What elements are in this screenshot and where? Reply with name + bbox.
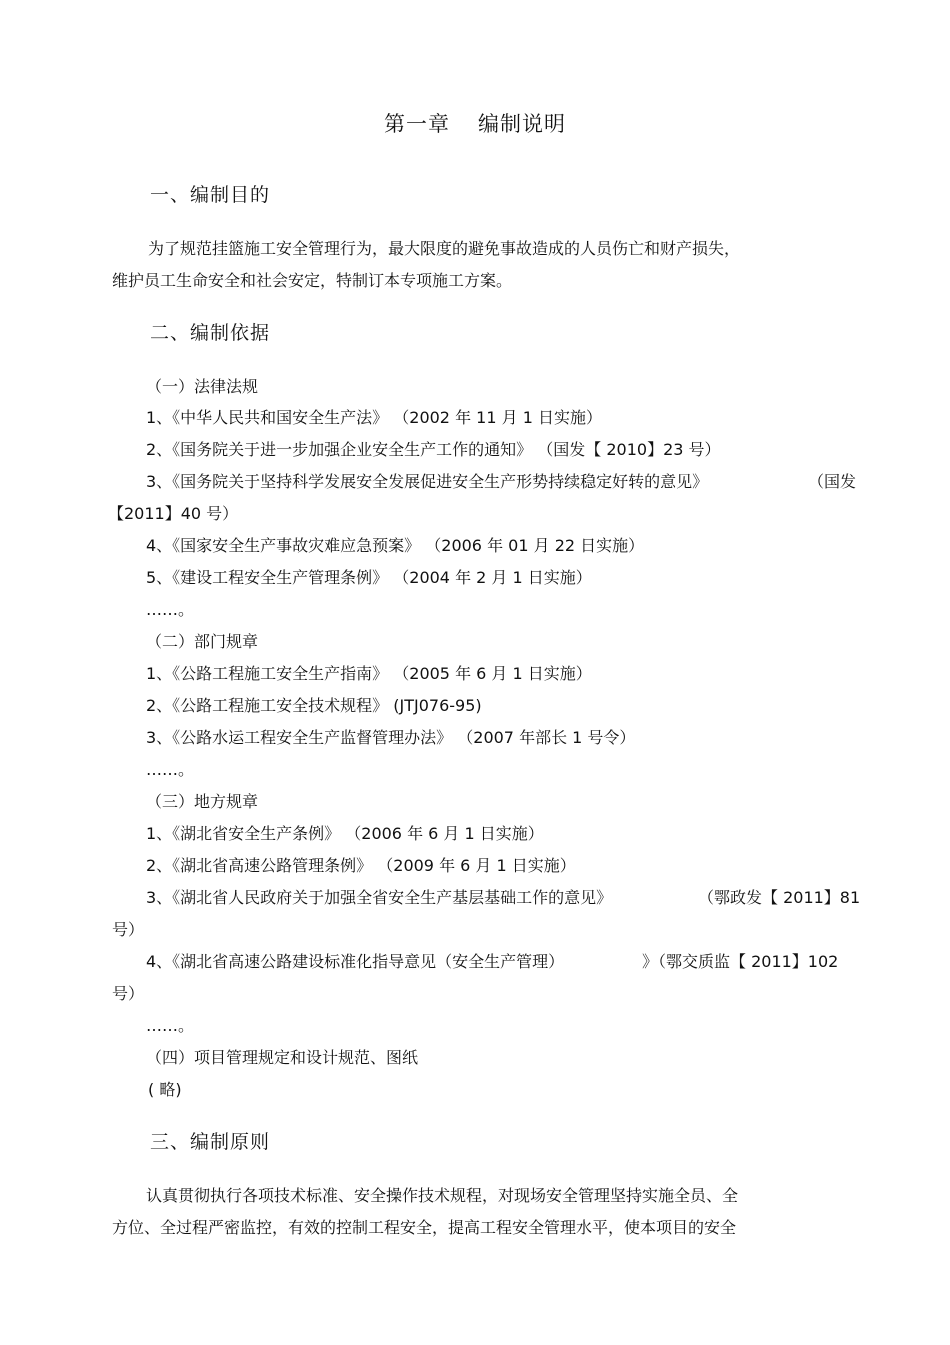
local-item-4-issuer: 》（鄂交质监【 2011】102 — [642, 952, 839, 971]
local-item-3: 3、《湖北省人民政府关于加强全省安全生产基层基础工作的意见》 — [146, 888, 613, 907]
law-ellipsis: ……。 — [146, 600, 195, 619]
section-heading-purpose: 一、编制目的 — [150, 184, 271, 206]
law-item-3: 3、《国务院关于坚持科学发展安全发展促进安全生产形势持续稳定好转的意见》 — [146, 472, 709, 491]
chapter-name: 编制说明 — [478, 112, 566, 136]
principle-line-1: 认真贯彻执行各项技术标准、安全操作技术规程，对现场安全管理坚持实施全员、全 — [146, 1186, 739, 1205]
section-heading-basis: 二、编制依据 — [150, 322, 271, 344]
chapter-number: 第一章 — [384, 112, 450, 136]
chapter-title — [0, 108, 950, 138]
dept-ellipsis: ……。 — [146, 760, 195, 779]
local-item-2: 2、《湖北省高速公路管理条例》 （2009 年 6 月 1 日实施） — [146, 856, 576, 875]
section-heading-principle: 三、编制原则 — [150, 1131, 271, 1153]
local-item-4-suffix: 号） — [112, 984, 145, 1003]
dept-item-3: 3、《公路水运工程安全生产监督管理办法》 （2007 年部长 1 号令） — [146, 728, 636, 747]
principle-line-2: 方位、全过程严密监控，有效的控制工程安全，提高工程安全管理水平，使本项目的安全 — [112, 1218, 737, 1237]
local-item-4: 4、《湖北省高速公路建设标准化指导意见（安全生产管理） — [146, 952, 565, 971]
local-item-3-suffix: 号） — [112, 920, 145, 939]
law-item-4: 4、《国家安全生产事故灾难应急预案》 （2006 年 01 月 22 日实施） — [146, 536, 645, 555]
law-item-2: 2、《国务院关于进一步加强企业安全生产工作的通知》 （国发【 2010】23 号） — [146, 440, 721, 459]
subheading-local: （三）地方规章 — [146, 792, 259, 811]
purpose-line-1: 为了规范挂篮施工安全管理行为，最大限度的避免事故造成的人员伤亡和财产损失， — [148, 239, 741, 258]
subheading-laws: （一）法律法规 — [146, 377, 259, 396]
project-note: ( 略) — [148, 1080, 182, 1099]
dept-item-1: 1、《公路工程施工安全生产指南》 （2005 年 6 月 1 日实施） — [146, 664, 592, 683]
law-item-5: 5、《建设工程安全生产管理条例》 （2004 年 2 月 1 日实施） — [146, 568, 592, 587]
local-ellipsis: ……。 — [146, 1016, 195, 1035]
local-item-3-issuer: （鄂政发【 2011】81 — [698, 888, 861, 907]
subheading-project: （四）项目管理规定和设计规范、图纸 — [146, 1048, 419, 1067]
purpose-line-2: 维护员工生命安全和社会安定，特制订本专项施工方案。 — [112, 271, 513, 290]
law-item-1: 1、《中华人民共和国安全生产法》 （2002 年 11 月 1 日实施） — [146, 408, 602, 427]
law-item-3-issuer: （国发 — [808, 472, 857, 491]
dept-item-2: 2、《公路工程施工安全技术规程》 (JTJ076-95) — [146, 696, 482, 715]
subheading-dept: （二）部门规章 — [146, 632, 259, 651]
law-item-3-number: 【2011】40 号） — [108, 504, 239, 523]
local-item-1: 1、《湖北省安全生产条例》 （2006 年 6 月 1 日实施） — [146, 824, 544, 843]
